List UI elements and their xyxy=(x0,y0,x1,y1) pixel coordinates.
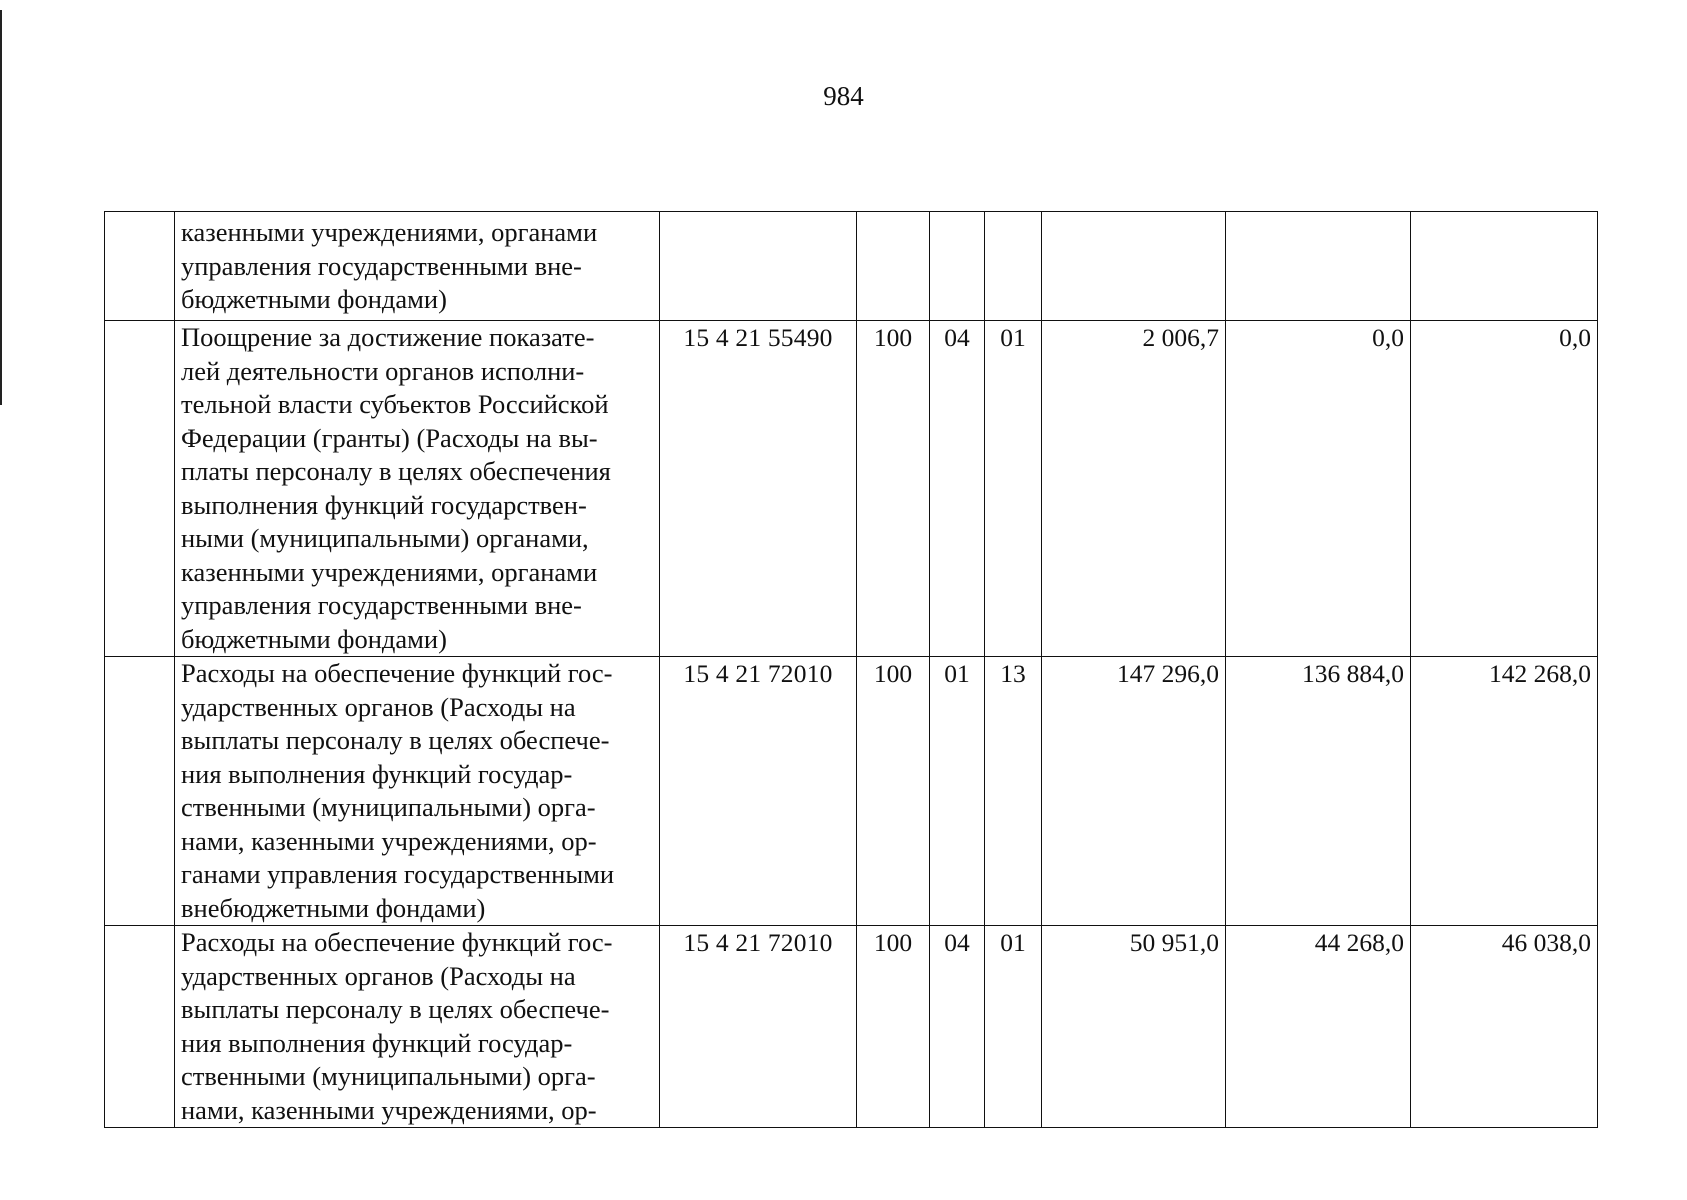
amount-year-2-cell: 0,0 xyxy=(1226,321,1411,657)
description-line: внебюджетными фондами) xyxy=(181,892,486,923)
description-line: ственными (муниципальными) орга- xyxy=(181,792,596,822)
description-line: платы персоналу в целях обеспечения xyxy=(181,456,611,486)
expense-type-cell: 100 xyxy=(857,657,930,926)
description-line: нами, казенными учреждениями, ор- xyxy=(181,1094,597,1125)
description-line: Расходы на обеспечение функций гос- xyxy=(181,658,613,688)
row-number-cell xyxy=(105,212,175,321)
description-line: ния выполнения функций государ- xyxy=(181,1027,573,1058)
amount-year-1-cell: 50 951,0 xyxy=(1042,926,1226,1128)
description-line: ударственных органов (Расходы на xyxy=(181,691,576,722)
description-line: выплаты персоналу в целях обеспече- xyxy=(181,994,610,1024)
section-cell xyxy=(930,212,985,321)
description-line: выплаты персоналу в целях обеспече- xyxy=(181,725,610,755)
description-cell xyxy=(175,657,660,926)
description-line: казенными учреждениями, органами xyxy=(181,556,598,587)
table-row xyxy=(105,321,1598,657)
table-row xyxy=(105,926,1598,1128)
amount-year-3-cell: 142 268,0 xyxy=(1411,657,1598,926)
amount-year-2-cell: 44 268,0 xyxy=(1226,926,1411,1128)
description-cell xyxy=(175,212,660,321)
description-line: управления государственными вне- xyxy=(181,250,582,281)
description-line: Поощрение за достижение показате- xyxy=(181,322,595,352)
description-line: бюджетными фондами) xyxy=(181,284,447,314)
target-code-cell: 15 4 21 72010 xyxy=(660,926,857,1128)
subsection-cell xyxy=(985,212,1042,321)
expense-type-cell: 100 xyxy=(857,321,930,657)
description-cell xyxy=(175,926,660,1128)
description-line: выполнения функций государствен- xyxy=(181,489,587,520)
description-line: ственными (муниципальными) орга- xyxy=(181,1061,596,1091)
description-line: нами, казенными учреждениями, ор- xyxy=(181,825,597,856)
row-number-cell xyxy=(105,657,175,926)
description-line: лей деятельности органов исполни- xyxy=(181,355,585,386)
expense-type-cell xyxy=(857,212,930,321)
description-line: Расходы на обеспечение функций гос- xyxy=(181,927,613,957)
section-cell: 04 xyxy=(930,926,985,1128)
description-line: тельной власти субъектов Российской xyxy=(181,389,609,419)
subsection-cell: 01 xyxy=(985,321,1042,657)
expense-type-cell: 100 xyxy=(857,926,930,1128)
amount-year-2-cell: 136 884,0 xyxy=(1226,657,1411,926)
row-number-cell xyxy=(105,321,175,657)
table-row xyxy=(105,657,1598,926)
target-code-cell: 15 4 21 55490 xyxy=(660,321,857,657)
section-cell: 01 xyxy=(930,657,985,926)
description-line: Федерации (гранты) (Расходы на вы- xyxy=(181,422,598,453)
budget-table xyxy=(104,211,1598,1128)
subsection-cell: 01 xyxy=(985,926,1042,1128)
description-line: ударственных органов (Расходы на xyxy=(181,960,576,991)
amount-year-1-cell xyxy=(1042,212,1226,321)
amount-year-3-cell xyxy=(1411,212,1598,321)
description-line: ганами управления государственными xyxy=(181,859,615,889)
section-cell: 04 xyxy=(930,321,985,657)
amount-year-2-cell xyxy=(1226,212,1411,321)
target-code-cell: 15 4 21 72010 xyxy=(660,657,857,926)
table-row xyxy=(105,212,1598,321)
description-line: ния выполнения функций государ- xyxy=(181,758,573,789)
left-margin-line xyxy=(0,10,2,405)
description-line: бюджетными фондами) xyxy=(181,623,447,654)
description-cell xyxy=(175,321,660,657)
target-code-cell xyxy=(660,212,857,321)
amount-year-3-cell: 0,0 xyxy=(1411,321,1598,657)
table-body xyxy=(105,212,1598,1128)
description-line: казенными учреждениями, органами xyxy=(181,217,598,247)
amount-year-3-cell: 46 038,0 xyxy=(1411,926,1598,1128)
description-line: управления государственными вне- xyxy=(181,590,582,620)
subsection-cell: 13 xyxy=(985,657,1042,926)
amount-year-1-cell: 147 296,0 xyxy=(1042,657,1226,926)
amount-year-1-cell: 2 006,7 xyxy=(1042,321,1226,657)
row-number-cell xyxy=(105,926,175,1128)
page-number: 984 xyxy=(823,81,864,111)
description-line: ными (муниципальными) органами, xyxy=(181,523,589,553)
